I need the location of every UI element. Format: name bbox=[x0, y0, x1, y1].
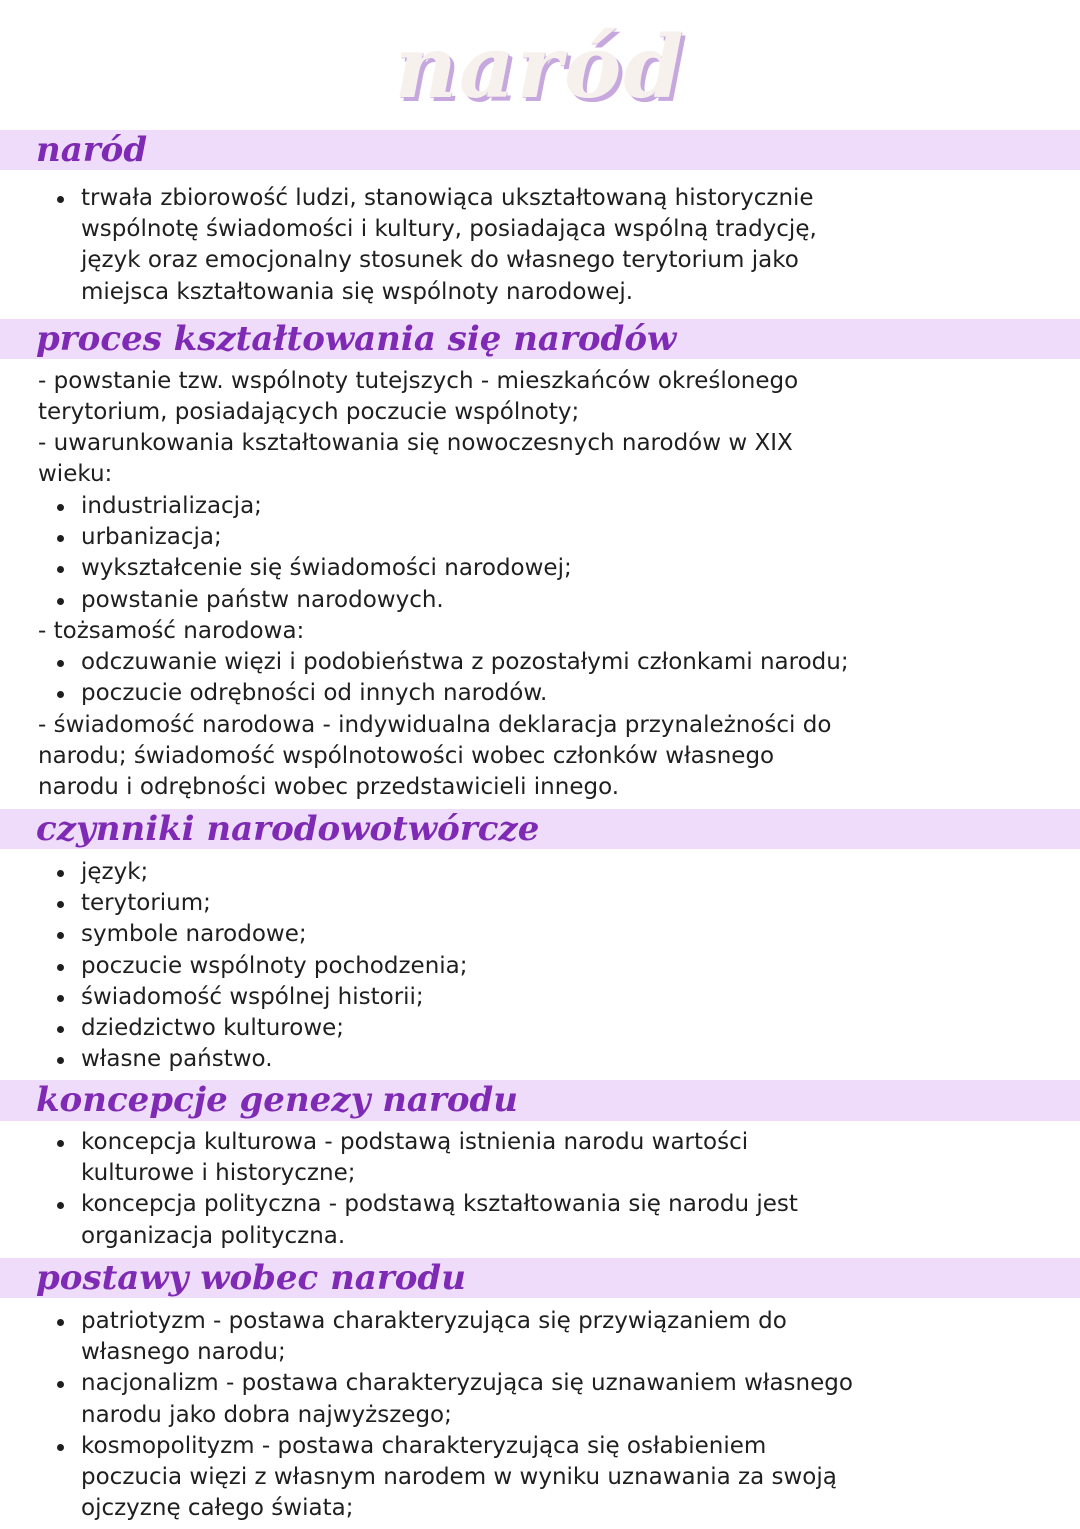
list-item: świadomość wspólnej historii; bbox=[0, 982, 468, 1013]
narod-line-1: trwała zbiorowość ludzi, stanowiąca ukształtowaną historycznie bbox=[81, 185, 814, 211]
list-item: terytorium; bbox=[0, 888, 468, 919]
list-item bbox=[0, 1431, 853, 1525]
list-item: urbanizacja; bbox=[0, 522, 572, 553]
proces-mid: - tożsamość narodowa: bbox=[38, 618, 305, 644]
section-heading-narod: naród bbox=[36, 130, 148, 170]
koncepcje-1-line-2: kulturowe i historyczne; bbox=[81, 1160, 356, 1187]
proces-intro-2: terytorium, posiadających poczucie wspólnoty; bbox=[38, 399, 580, 425]
postawy-list bbox=[0, 1306, 853, 1524]
list-item: dziedzictwo kulturowe; bbox=[0, 1013, 468, 1044]
proces-outro-3: narodu i odrębności wobec przedstawicieli innego. bbox=[38, 774, 620, 800]
list-item: poczucie odrębności od innych narodów. bbox=[0, 678, 849, 709]
postawy-1-line-1: patriotyzm - postawa charakteryzująca się przywiązaniem do bbox=[81, 1308, 787, 1334]
proces-bullets-1 bbox=[0, 491, 572, 616]
proces-intro-4: wieku: bbox=[38, 461, 113, 487]
narod-line-4: miejsca kształtowania się wspólnoty narodowej. bbox=[81, 278, 634, 305]
postawy-1-line-2: własnego narodu; bbox=[81, 1339, 286, 1366]
section-heading-proces: proces kształtowania się narodów bbox=[36, 319, 677, 359]
list-item bbox=[0, 1189, 798, 1251]
list-item bbox=[0, 1127, 798, 1189]
proces-intro-3: - uwarunkowania kształtowania się nowoczesnych narodów w XIX bbox=[38, 430, 793, 456]
section-heading-czynniki: czynniki narodowotwórcze bbox=[36, 809, 540, 849]
list-item: wykształcenie się świadomości narodowej; bbox=[0, 553, 572, 584]
list-item bbox=[0, 183, 817, 308]
list-item: powstanie państw narodowych. bbox=[0, 585, 572, 616]
list-item: poczucie wspólnoty pochodzenia; bbox=[0, 951, 468, 982]
page-title: naród bbox=[394, 17, 686, 118]
postawy-2-line-2: narodu jako dobra najwyższego; bbox=[81, 1401, 452, 1428]
list-item bbox=[0, 1306, 853, 1368]
koncepcje-2-line-1: koncepcja polityczna - podstawą kształtowania się narodu jest bbox=[81, 1191, 798, 1218]
postawy-3-line-3: ojczyznę całego świata; bbox=[81, 1495, 354, 1522]
postawy-2-line-1: nacjonalizm - postawa charakteryzująca się uznawaniem własnego bbox=[81, 1370, 853, 1397]
narod-definition-list bbox=[0, 183, 817, 308]
section-band-narod bbox=[0, 130, 1080, 170]
section-heading-koncepcje: koncepcje genezy narodu bbox=[36, 1080, 519, 1120]
koncepcje-2-line-2: organizacja polityczna. bbox=[81, 1222, 346, 1249]
list-item: język; bbox=[0, 857, 468, 888]
narod-line-3: język oraz emocjonalny stosunek do własnego terytorium jako bbox=[81, 247, 799, 274]
list-item: industrializacja; bbox=[0, 491, 572, 522]
postawy-3-line-1: kosmopolityzm - postawa charakteryzująca się osłabieniem bbox=[81, 1432, 767, 1459]
proces-intro-1: - powstanie tzw. wspólnoty tutejszych - mieszkańców określonego bbox=[38, 368, 799, 394]
list-item: własne państwo. bbox=[0, 1044, 468, 1075]
list-item bbox=[0, 1368, 853, 1430]
list-item: odczuwanie więzi i podobieństwa z pozostałymi członkami narodu; bbox=[0, 647, 849, 678]
koncepcje-1-line-1: koncepcja kulturowa - podstawą istnienia narodu wartości bbox=[81, 1129, 749, 1155]
czynniki-list bbox=[0, 857, 468, 1075]
postawy-3-line-2: poczucia więzi z własnym narodem w wyniku uznawania za swoją bbox=[81, 1464, 837, 1491]
section-heading-postawy: postawy wobec narodu bbox=[36, 1258, 466, 1298]
list-item: symbole narodowe; bbox=[0, 919, 468, 950]
narod-line-2: wspólnotę świadomości i kultury, posiadająca wspólną tradycję, bbox=[81, 216, 817, 243]
koncepcje-list bbox=[0, 1127, 798, 1252]
proces-outro-1: - świadomość narodowa - indywidualna deklaracja przynależności do bbox=[38, 712, 832, 738]
proces-bullets-2 bbox=[0, 647, 849, 709]
proces-outro-2: narodu; świadomość wspólnotowości wobec członków własnego bbox=[38, 743, 775, 769]
